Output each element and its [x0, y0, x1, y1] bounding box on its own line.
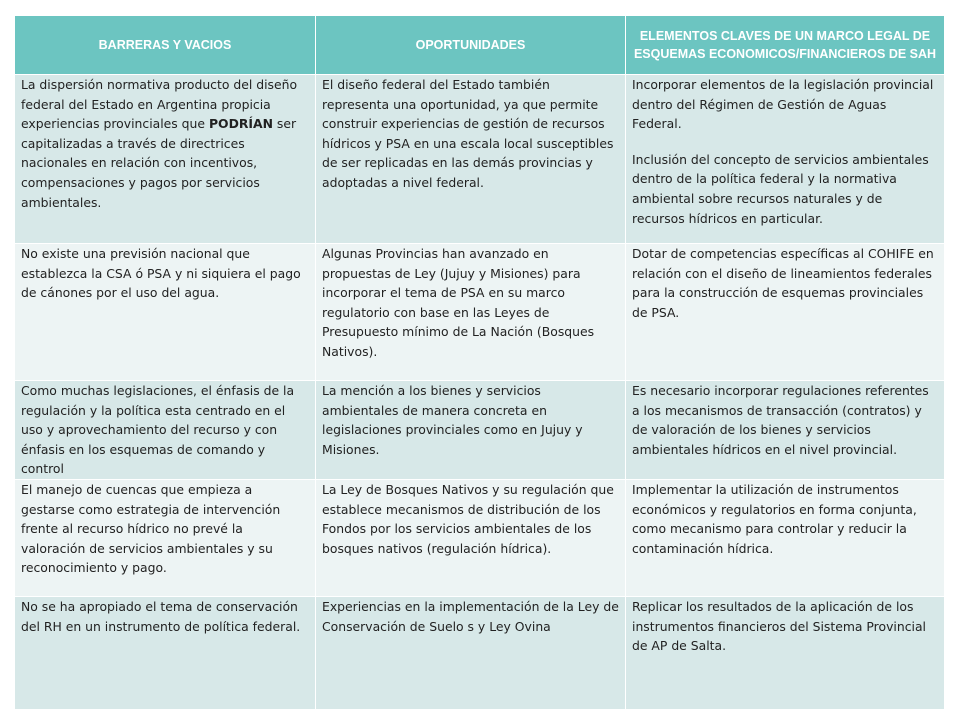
- cell-barrera: La dispersión normativa producto del diseño federal del Estado en Argentina propicia experiencias provinciales que PODRÍAN ser capitalizadas a través de directrices nacionales en relación con incentivos, compensaciones y pagos por servicios ambientales.: [15, 75, 316, 244]
- cell-elementos: Es necesario incorporar regulaciones referentes a los mecanismos de transacción (contratos) y de valoración de los bienes y servicios ambientales hídricos en el nivel provincial.: [626, 381, 945, 480]
- header-oportunidades: OPORTUNIDADES: [316, 16, 626, 75]
- cell-oportunidad: La Ley de Bosques Nativos y su regulación que establece mecanismos de distribución de los Fondos por los servicios ambientales de los bosques nativos (regulación hídrica).: [316, 479, 626, 596]
- cell-barrera: No se ha apropiado el tema de conservación del RH en un instrumento de política federal.: [15, 596, 316, 709]
- cell-barrera: No existe una previsión nacional que establezca la CSA ó PSA y ni siquiera el pago de cánones por el uso del agua.: [15, 244, 316, 381]
- emphasis-text: PODRÍAN: [208, 116, 273, 132]
- paragraph: Inclusión del concepto de servicios ambientales dentro de la política federal y la normativa ambiental sobre recursos naturales y de recursos hídricos en particular.: [632, 151, 929, 226]
- table-row: [15, 479, 945, 596]
- table-row: [15, 75, 945, 244]
- cell-barrera: Como muchas legislaciones, el énfasis de la regulación y la política esta centrado en el uso y aprovechamiento del recurso y con énfasis en los esquemas de comando y control: [15, 381, 316, 480]
- cell-elementos: [626, 75, 945, 244]
- cell-oportunidad: Experiencias en la implementación de la Ley de Conservación de Suelo s y Ley Ovina: [316, 596, 626, 709]
- header-elementos-claves: ELEMENTOS CLAVES DE UN MARCO LEGAL DE ESQUEMAS ECONOMICOS/FINANCIEROS DE SAH: [626, 16, 945, 75]
- cell-elementos: Replicar los resultados de la aplicación de los instrumentos financieros del Sistema Provincial de AP de Salta.: [626, 596, 945, 709]
- table-row: [15, 381, 945, 480]
- cell-elementos: Dotar de competencias específicas al COHIFE en relación con el diseño de lineamientos federales para la construcción de esquemas provinciales de PSA.: [626, 244, 945, 381]
- cell-barrera: El manejo de cuencas que empieza a gestarse como estrategia de intervención frente al recurso hídrico no prevé la valoración de servicios ambientales y su reconocimiento y pago.: [15, 479, 316, 596]
- cell-oportunidad: El diseño federal del Estado también representa una oportunidad, ya que permite construir experiencias de gestión de recursos hídricos y PSA en una escala local susceptibles de ser replicadas en las demás provincias y adoptadas a nivel federal.: [316, 75, 626, 244]
- header-row: [15, 16, 945, 75]
- cell-oportunidad: La mención a los bienes y servicios ambientales de manera concreta en legislaciones provinciales como en Jujuy y Misiones.: [316, 381, 626, 480]
- cell-oportunidad: Algunas Provincias han avanzado en propuestas de Ley (Jujuy y Misiones) para incorporar el tema de PSA en su marco regulatorio con base en las Leyes de Presupuesto mínimo de La Nación (Bosques Nativos).: [316, 244, 626, 381]
- table-row: [15, 596, 945, 709]
- paragraph: Incorporar elementos de la legislación provincial dentro del Régimen de Gestión de Aguas Federal.: [632, 77, 934, 132]
- cell-elementos: Implementar la utilización de instrumentos económicos y regulatorios en forma conjunta, como mecanismo para controlar y reducir la contaminación hídrica.: [626, 479, 945, 596]
- header-barreras: BARRERAS Y VACIOS: [15, 16, 316, 75]
- table-row: [15, 244, 945, 381]
- legal-framework-table: [14, 15, 945, 710]
